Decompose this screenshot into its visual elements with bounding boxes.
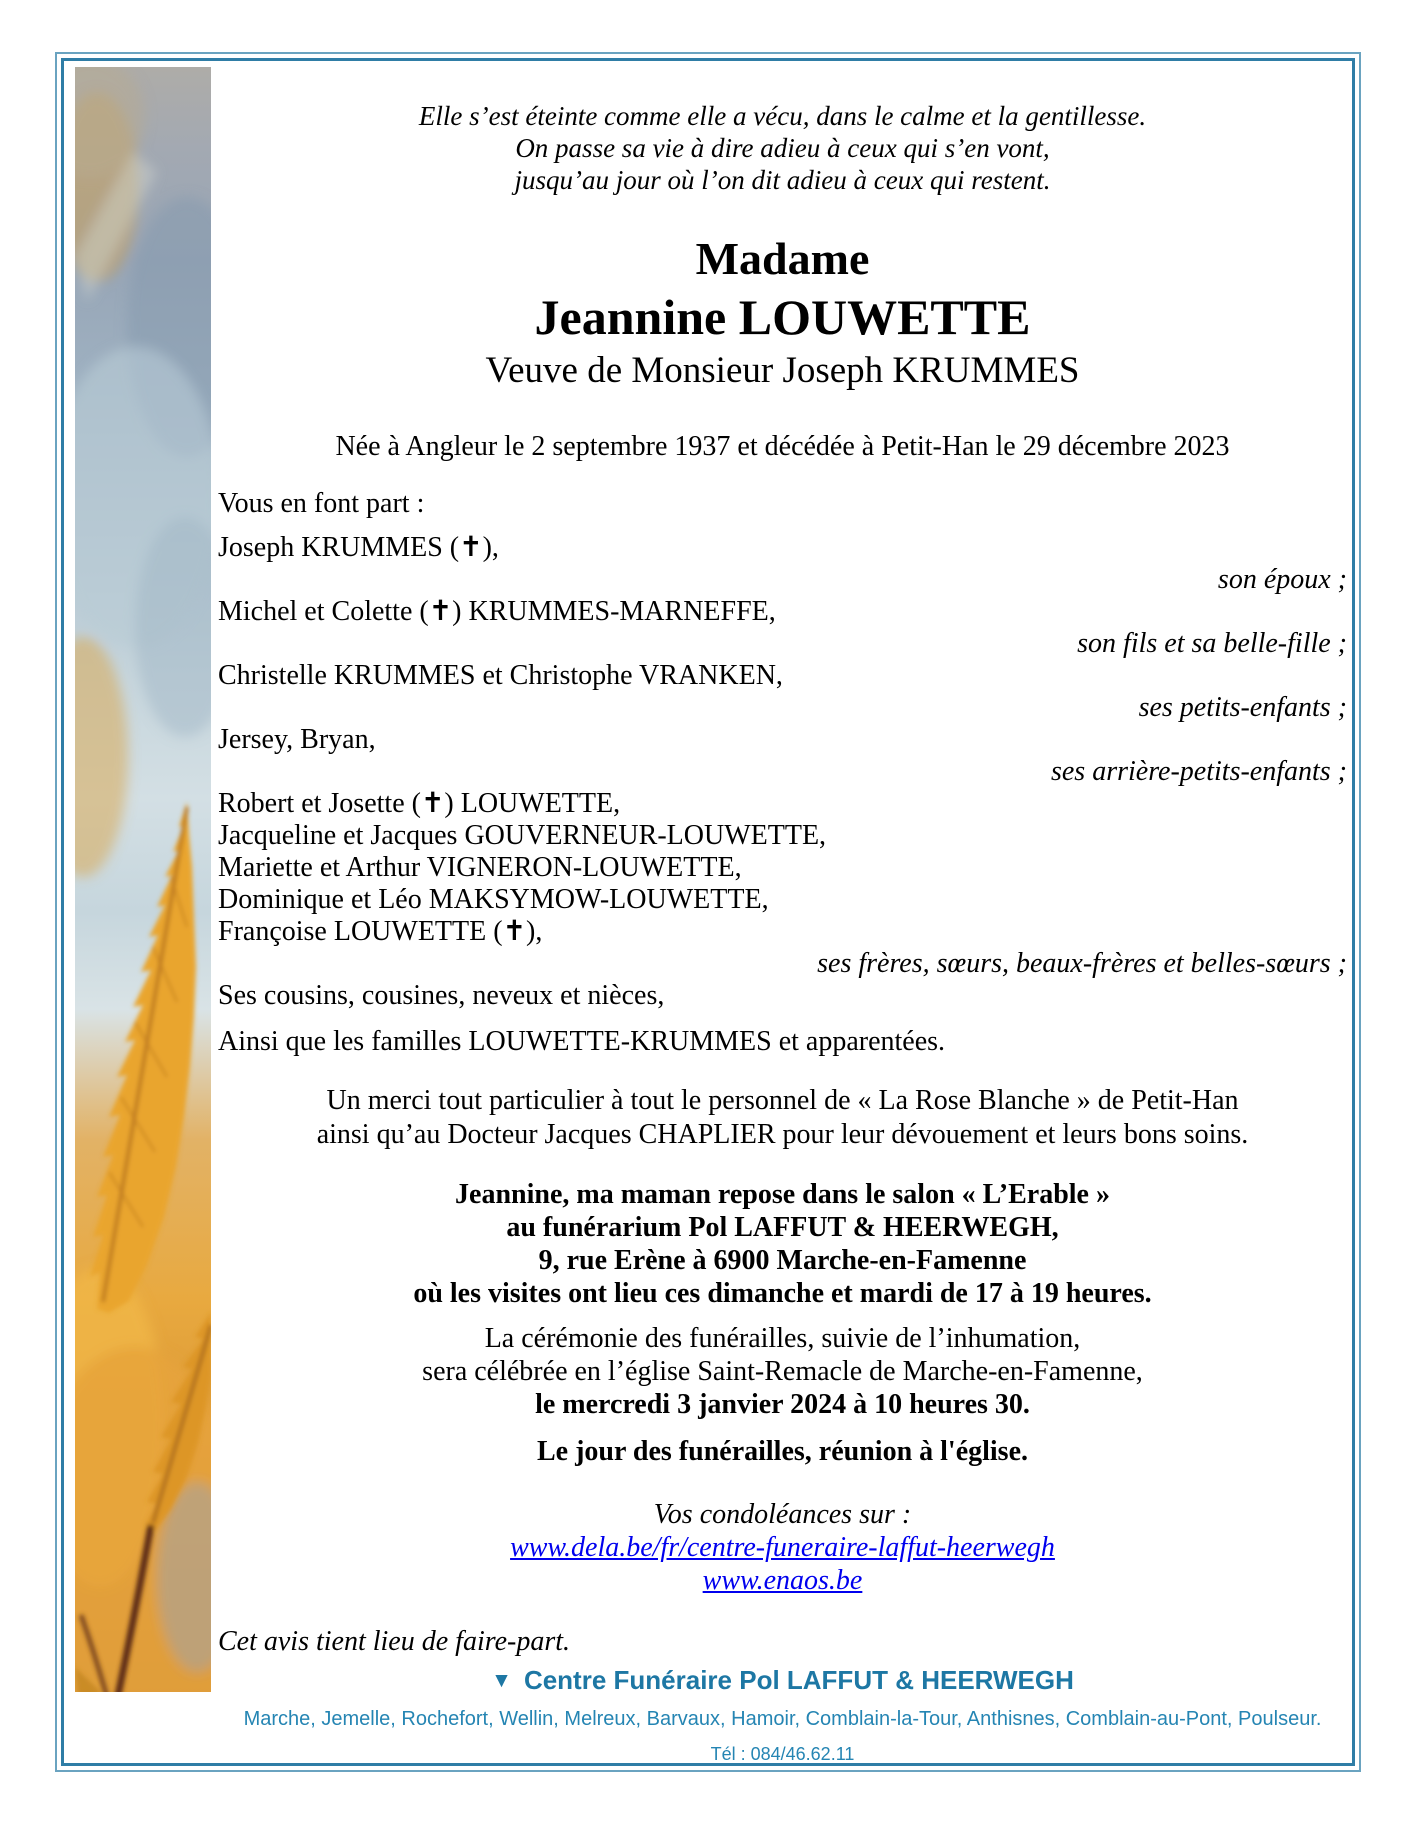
- family-line: Jacqueline et Jacques GOUVERNEUR-LOUWETTE,: [218, 820, 827, 851]
- family-intro: Vous en font part :: [218, 488, 425, 519]
- thanks-line: Un merci tout particulier à tout le personnel de « La Rose Blanche » de Petit-Han: [326, 1085, 1239, 1116]
- thanks-paragraph: [218, 1084, 1347, 1152]
- epigraph: [218, 100, 1347, 196]
- announcement-content: [218, 0, 1347, 1765]
- faire-part-notice: Cet avis tient lieu de faire-part.: [218, 1626, 571, 1657]
- repose-line: 9, rue Erène à 6900 Marche-en-Famenne: [538, 1245, 1027, 1276]
- condolences-block: [218, 1498, 1347, 1597]
- ceremony-line: sera célébrée en l’église Saint-Remacle de Marche-en-Famenne,: [422, 1356, 1143, 1387]
- family-line: Robert et Josette (✝) LOUWETTE,: [218, 788, 621, 819]
- family-line: Christelle KRUMMES et Christophe VRANKEN,: [218, 660, 783, 691]
- family-line: Michel et Colette (✝) KRUMMES-MARNEFFE,: [218, 596, 776, 627]
- condolences-link-dela[interactable]: www.dela.be/fr/centre-funeraire-laffut-heerwegh: [510, 1532, 1055, 1563]
- triangle-down-icon: ▼: [491, 1669, 512, 1692]
- widow-subtitle: Veuve de Monsieur Joseph KRUMMES: [485, 350, 1080, 391]
- title-block: [218, 232, 1347, 394]
- repose-line: Jeannine, ma maman repose dans le salon « L’Erable »: [455, 1179, 1110, 1210]
- family-line: Mariette et Arthur VIGNERON-LOUWETTE,: [218, 852, 742, 883]
- birth-death-line: Née à Angleur le 2 septembre 1937 et décédée à Petit-Han le 29 décembre 2023: [335, 431, 1230, 462]
- family-line: Jersey, Bryan,: [218, 724, 376, 755]
- thanks-line: ainsi qu’au Docteur Jacques CHAPLIER pour leur dévouement et leurs bons soins.: [316, 1119, 1249, 1150]
- family-list: [218, 532, 1347, 1012]
- ceremony-date-line: le mercredi 3 janvier 2024 à 10 heures 30.: [535, 1389, 1030, 1420]
- relation-line: son époux ;: [1217, 564, 1347, 595]
- relation-line: ses frères, sœurs, beaux-frères et belles-sœurs ;: [817, 948, 1347, 979]
- funeral-home-name-line: [218, 1664, 1347, 1699]
- epigraph-line: Elle s’est éteinte comme elle a vécu, dans le calme et la gentillesse.: [418, 101, 1147, 131]
- civility-title: Madame: [695, 233, 870, 284]
- epigraph-line: jusqu’au jour où l’on dit adieu à ceux qui restent.: [514, 165, 1051, 195]
- repose-line: au funérarium Pol LAFFUT & HEERWEGH,: [506, 1212, 1059, 1243]
- family-line: Dominique et Léo MAKSYMOW-LOUWETTE,: [218, 884, 769, 915]
- repose-line: où les visites ont lieu ces dimanche et mardi de 17 à 19 heures.: [413, 1278, 1152, 1309]
- relation-line: ses arrière-petits-enfants ;: [1050, 756, 1347, 787]
- deceased-name: Jeannine LOUWETTE: [534, 289, 1031, 345]
- repose-paragraph: [218, 1178, 1347, 1310]
- ceremony-paragraph: [218, 1322, 1347, 1421]
- family-line: Joseph KRUMMES (✝),: [218, 532, 499, 563]
- condolences-label: Vos condoléances sur :: [653, 1499, 912, 1530]
- funeral-home-footer: [218, 1664, 1347, 1765]
- condolences-link-enaos[interactable]: www.enaos.be: [702, 1565, 863, 1596]
- autumn-leaves-photo: [75, 67, 211, 1692]
- families-line: Ainsi que les familles LOUWETTE-KRUMMES et apparentées.: [218, 1026, 946, 1057]
- family-line: Ses cousins, cousines, neveux et nièces,: [218, 980, 665, 1011]
- family-line: Françoise LOUWETTE (✝),: [218, 916, 543, 947]
- funeral-home-phone: Tél : 084/46.62.11: [710, 1744, 855, 1764]
- funeral-home-name: Centre Funéraire Pol LAFFUT & HEERWEGH: [523, 1665, 1074, 1695]
- relation-line: ses petits-enfants ;: [1138, 692, 1347, 723]
- reunion-line: Le jour des funérailles, réunion à l'église.: [536, 1436, 1029, 1467]
- ceremony-line: La cérémonie des funérailles, suivie de l’inhumation,: [484, 1323, 1081, 1354]
- epigraph-line: On passe sa vie à dire adieu à ceux qui s’en vont,: [515, 133, 1050, 163]
- funeral-home-cities: Marche, Jemelle, Rochefort, Wellin, Melreux, Barvaux, Hamoir, Comblain-la-Tour, Anthisnes, Comblain-au-Pont, Poulseur.: [243, 1708, 1322, 1730]
- relation-line: son fils et sa belle-fille ;: [1077, 628, 1347, 659]
